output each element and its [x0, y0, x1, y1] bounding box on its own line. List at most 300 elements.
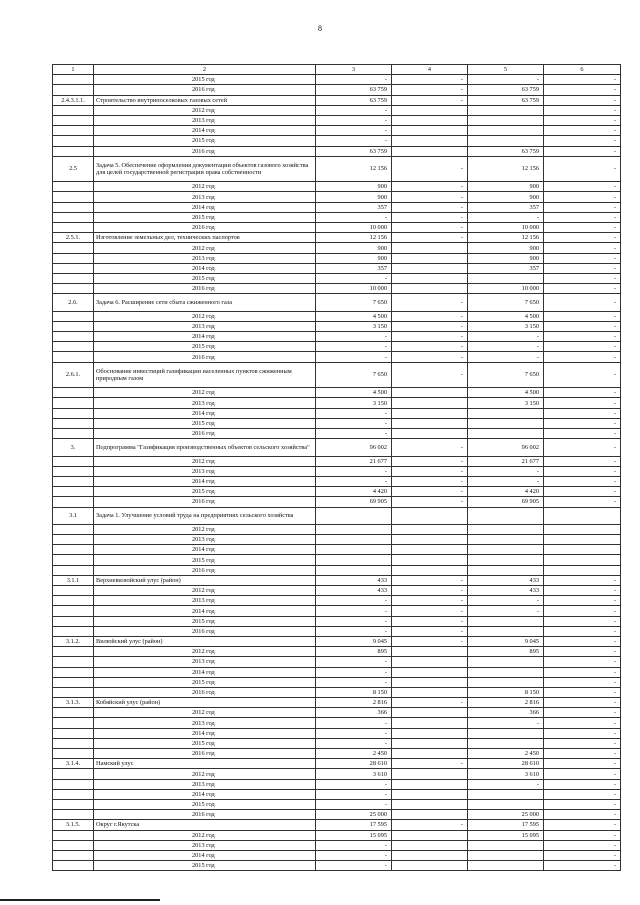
year-row: [53, 861, 621, 871]
total-cell: -: [316, 677, 392, 687]
year-row: [53, 799, 621, 809]
total-cell: 17 595: [316, 820, 392, 830]
year-row: [53, 273, 621, 283]
row-code-cell: [53, 263, 94, 273]
republic-budget-cell: 4 500: [468, 388, 544, 398]
year-row: [53, 115, 621, 125]
republic-budget-cell: 63 759: [468, 146, 544, 156]
row-code-cell: [53, 321, 94, 331]
other-cell: -: [544, 616, 621, 626]
row-code-cell: [53, 136, 94, 146]
other-cell: -: [544, 233, 621, 243]
republic-budget-cell: 3 610: [468, 769, 544, 779]
other-cell: -: [544, 636, 621, 646]
year-row: [53, 192, 621, 202]
federal-budget-cell: -: [392, 575, 468, 585]
row-name-cell: 2016 год: [94, 85, 316, 95]
row-code-cell: [53, 586, 94, 596]
row-name-cell: Намский улус: [94, 759, 316, 769]
row-name-cell: 2013 год: [94, 535, 316, 545]
total-cell: 96 002: [316, 439, 392, 456]
other-cell: -: [544, 820, 621, 830]
total-cell: -: [316, 861, 392, 871]
total-cell: -: [316, 115, 392, 125]
header-cell-4: 4: [392, 65, 468, 75]
federal-budget-cell: [392, 565, 468, 575]
header-cell-5: 5: [468, 65, 544, 75]
year-row: [53, 466, 621, 476]
federal-budget-cell: [392, 657, 468, 667]
year-row: [53, 75, 621, 85]
federal-budget-cell: [392, 667, 468, 677]
total-cell: 3 150: [316, 398, 392, 408]
year-row: [53, 497, 621, 507]
total-cell: 9 045: [316, 636, 392, 646]
header-row: [53, 65, 621, 75]
other-cell: [544, 565, 621, 575]
row-code-cell: [53, 456, 94, 466]
year-row: [53, 136, 621, 146]
total-cell: -: [316, 476, 392, 486]
row-code-cell: 2.6.1.: [53, 362, 94, 388]
federal-budget-cell: -: [392, 759, 468, 769]
row-name-cell: 2014 год: [94, 545, 316, 555]
federal-budget-cell: -: [392, 626, 468, 636]
other-cell: -: [544, 223, 621, 233]
total-cell: -: [316, 429, 392, 439]
item-row: [53, 156, 621, 182]
item-row: [53, 759, 621, 769]
row-code-cell: [53, 789, 94, 799]
year-row: [53, 332, 621, 342]
row-code-cell: [53, 85, 94, 95]
row-name-cell: 2015 год: [94, 418, 316, 428]
item-row: [53, 294, 621, 311]
row-name-cell: Задача 1. Улучшение условий труда на предприятиях сельского хозяйства: [94, 507, 316, 524]
row-name-cell: 2014 год: [94, 667, 316, 677]
row-name-cell: Задача 5. Обеспечение оформления документации объектов газового хозяйства для целей государственной регистрации права собственности: [94, 156, 316, 182]
republic-budget-cell: 17 595: [468, 820, 544, 830]
total-cell: -: [316, 136, 392, 146]
republic-budget-cell: 895: [468, 647, 544, 657]
row-name-cell: 2013 год: [94, 253, 316, 263]
federal-budget-cell: [392, 555, 468, 565]
other-cell: -: [544, 575, 621, 585]
row-code-cell: [53, 840, 94, 850]
federal-budget-cell: -: [392, 456, 468, 466]
row-code-cell: [53, 830, 94, 840]
total-cell: -: [316, 616, 392, 626]
federal-budget-cell: [392, 408, 468, 418]
row-code-cell: 2.5: [53, 156, 94, 182]
total-cell: 2 450: [316, 749, 392, 759]
republic-budget-cell: [468, 115, 544, 125]
row-code-cell: [53, 555, 94, 565]
row-code-cell: [53, 75, 94, 85]
row-name-cell: 2013 год: [94, 321, 316, 331]
republic-budget-cell: 7 650: [468, 294, 544, 311]
total-cell: 895: [316, 647, 392, 657]
row-code-cell: [53, 749, 94, 759]
other-cell: -: [544, 192, 621, 202]
total-cell: 357: [316, 202, 392, 212]
total-cell: 8 150: [316, 687, 392, 697]
row-name-cell: 2016 год: [94, 565, 316, 575]
republic-budget-cell: 63 759: [468, 85, 544, 95]
row-code-cell: 2.5.1.: [53, 233, 94, 243]
republic-budget-cell: 900: [468, 253, 544, 263]
federal-budget-cell: [392, 507, 468, 524]
year-row: [53, 253, 621, 263]
total-cell: -: [316, 850, 392, 860]
row-code-cell: [53, 535, 94, 545]
page-number: 8: [318, 24, 322, 33]
federal-budget-cell: [392, 677, 468, 687]
row-code-cell: 2.6.: [53, 294, 94, 311]
federal-budget-cell: -: [392, 497, 468, 507]
republic-budget-cell: [468, 840, 544, 850]
other-cell: [544, 555, 621, 565]
federal-budget-cell: [392, 524, 468, 534]
other-cell: -: [544, 830, 621, 840]
total-cell: -: [316, 105, 392, 115]
other-cell: -: [544, 202, 621, 212]
federal-budget-cell: [392, 749, 468, 759]
republic-budget-cell: [468, 555, 544, 565]
other-cell: -: [544, 677, 621, 687]
federal-budget-cell: -: [392, 352, 468, 362]
row-name-cell: 2016 год: [94, 810, 316, 820]
row-name-cell: Строительство внутрипоселковых газовых сетей: [94, 95, 316, 105]
total-cell: 25 000: [316, 810, 392, 820]
republic-budget-cell: 69 905: [468, 497, 544, 507]
row-code-cell: [53, 398, 94, 408]
other-cell: [544, 507, 621, 524]
republic-budget-cell: [468, 799, 544, 809]
total-cell: -: [316, 408, 392, 418]
total-cell: -: [316, 606, 392, 616]
row-name-cell: 2016 год: [94, 284, 316, 294]
republic-budget-cell: [468, 524, 544, 534]
republic-budget-cell: 12 156: [468, 233, 544, 243]
row-code-cell: [53, 332, 94, 342]
republic-budget-cell: [468, 626, 544, 636]
header-cell-1: 1: [53, 65, 94, 75]
federal-budget-cell: -: [392, 75, 468, 85]
year-row: [53, 779, 621, 789]
row-name-cell: 2015 год: [94, 677, 316, 687]
republic-budget-cell: -: [468, 352, 544, 362]
republic-budget-cell: [468, 861, 544, 871]
row-code-cell: [53, 253, 94, 263]
row-name-cell: 2016 год: [94, 497, 316, 507]
row-code-cell: 3.1.5.: [53, 820, 94, 830]
federal-budget-cell: [392, 105, 468, 115]
row-code-cell: [53, 418, 94, 428]
year-row: [53, 738, 621, 748]
federal-budget-cell: [392, 273, 468, 283]
total-cell: -: [316, 799, 392, 809]
total-cell: -: [316, 126, 392, 136]
row-name-cell: 2013 год: [94, 718, 316, 728]
total-cell: 10 000: [316, 223, 392, 233]
total-cell: [316, 535, 392, 545]
total-cell: [316, 565, 392, 575]
year-row: [53, 388, 621, 398]
row-code-cell: [53, 192, 94, 202]
federal-budget-cell: -: [392, 476, 468, 486]
federal-budget-cell: [392, 789, 468, 799]
federal-budget-cell: [392, 718, 468, 728]
republic-budget-cell: [468, 408, 544, 418]
total-cell: 366: [316, 708, 392, 718]
other-cell: -: [544, 708, 621, 718]
row-name-cell: 2014 год: [94, 263, 316, 273]
federal-budget-cell: -: [392, 321, 468, 331]
other-cell: -: [544, 115, 621, 125]
republic-budget-cell: 4 500: [468, 311, 544, 321]
other-cell: -: [544, 439, 621, 456]
row-code-cell: [53, 126, 94, 136]
row-code-cell: [53, 408, 94, 418]
other-cell: -: [544, 146, 621, 156]
year-row: [53, 718, 621, 728]
other-cell: -: [544, 156, 621, 182]
row-code-cell: [53, 212, 94, 222]
year-row: [53, 398, 621, 408]
republic-budget-cell: 63 759: [468, 95, 544, 105]
other-cell: -: [544, 759, 621, 769]
row-code-cell: [53, 779, 94, 789]
other-cell: -: [544, 728, 621, 738]
republic-budget-cell: [468, 616, 544, 626]
total-cell: 10 000: [316, 284, 392, 294]
other-cell: -: [544, 749, 621, 759]
row-name-cell: 2012 год: [94, 586, 316, 596]
total-cell: 2 816: [316, 698, 392, 708]
federal-budget-cell: -: [392, 202, 468, 212]
year-row: [53, 105, 621, 115]
total-cell: 69 905: [316, 497, 392, 507]
federal-budget-cell: -: [392, 820, 468, 830]
row-name-cell: 2015 год: [94, 799, 316, 809]
other-cell: -: [544, 698, 621, 708]
republic-budget-cell: [468, 429, 544, 439]
row-code-cell: [53, 626, 94, 636]
year-row: [53, 535, 621, 545]
republic-budget-cell: 357: [468, 202, 544, 212]
row-name-cell: 2012 год: [94, 182, 316, 192]
row-name-cell: 2015 год: [94, 212, 316, 222]
year-row: [53, 85, 621, 95]
row-code-cell: [53, 810, 94, 820]
other-cell: -: [544, 362, 621, 388]
row-name-cell: 2013 год: [94, 840, 316, 850]
federal-budget-cell: [392, 728, 468, 738]
row-name-cell: 2013 год: [94, 779, 316, 789]
row-code-cell: 3.1.4.: [53, 759, 94, 769]
row-name-cell: 2015 год: [94, 75, 316, 85]
republic-budget-cell: 12 156: [468, 156, 544, 182]
federal-budget-cell: -: [392, 192, 468, 202]
row-name-cell: 2014 год: [94, 202, 316, 212]
row-code-cell: [53, 718, 94, 728]
item-row: [53, 507, 621, 524]
row-name-cell: 2015 год: [94, 616, 316, 626]
row-code-cell: 3.1.1: [53, 575, 94, 585]
federal-budget-cell: [392, 398, 468, 408]
republic-budget-cell: 3 150: [468, 398, 544, 408]
year-row: [53, 728, 621, 738]
other-cell: -: [544, 105, 621, 115]
federal-budget-cell: -: [392, 332, 468, 342]
republic-budget-cell: [468, 789, 544, 799]
total-cell: 12 156: [316, 156, 392, 182]
row-name-cell: Округ г.Якутска: [94, 820, 316, 830]
other-cell: -: [544, 769, 621, 779]
federal-budget-cell: -: [392, 233, 468, 243]
federal-budget-cell: [392, 535, 468, 545]
year-row: [53, 429, 621, 439]
republic-budget-cell: -: [468, 212, 544, 222]
other-cell: -: [544, 388, 621, 398]
republic-budget-cell: 357: [468, 263, 544, 273]
republic-budget-cell: 2 450: [468, 749, 544, 759]
federal-budget-cell: -: [392, 636, 468, 646]
row-code-cell: [53, 667, 94, 677]
row-code-cell: [53, 342, 94, 352]
row-name-cell: 2016 год: [94, 352, 316, 362]
row-name-cell: 2012 год: [94, 769, 316, 779]
republic-budget-cell: [468, 728, 544, 738]
total-cell: -: [316, 466, 392, 476]
total-cell: -: [316, 738, 392, 748]
row-name-cell: 2016 год: [94, 223, 316, 233]
republic-budget-cell: 25 000: [468, 810, 544, 820]
federal-budget-cell: -: [392, 223, 468, 233]
other-cell: -: [544, 352, 621, 362]
republic-budget-cell: [468, 105, 544, 115]
total-cell: 7 650: [316, 294, 392, 311]
row-name-cell: Изготовление земельных дел, технических паспортов: [94, 233, 316, 243]
republic-budget-cell: -: [468, 779, 544, 789]
item-row: [53, 233, 621, 243]
row-code-cell: [53, 388, 94, 398]
year-row: [53, 667, 621, 677]
other-cell: -: [544, 126, 621, 136]
total-cell: 12 156: [316, 233, 392, 243]
row-name-cell: 2013 год: [94, 596, 316, 606]
year-row: [53, 524, 621, 534]
header-cell-3: 3: [316, 65, 392, 75]
row-code-cell: [53, 687, 94, 697]
year-row: [53, 596, 621, 606]
year-row: [53, 606, 621, 616]
row-code-cell: [53, 545, 94, 555]
total-cell: 63 759: [316, 85, 392, 95]
total-cell: [316, 555, 392, 565]
row-name-cell: Кобяйский улус (район): [94, 698, 316, 708]
item-row: [53, 95, 621, 105]
row-code-cell: [53, 616, 94, 626]
total-cell: 4 500: [316, 311, 392, 321]
republic-budget-cell: 28 610: [468, 759, 544, 769]
row-code-cell: [53, 105, 94, 115]
row-name-cell: 2012 год: [94, 311, 316, 321]
federal-budget-cell: [392, 708, 468, 718]
other-cell: -: [544, 466, 621, 476]
federal-budget-cell: -: [392, 439, 468, 456]
total-cell: -: [316, 657, 392, 667]
other-cell: -: [544, 95, 621, 105]
republic-budget-cell: 96 002: [468, 439, 544, 456]
year-row: [53, 182, 621, 192]
republic-budget-cell: [468, 545, 544, 555]
republic-budget-cell: [468, 667, 544, 677]
row-code-cell: [53, 799, 94, 809]
row-code-cell: 3.1: [53, 507, 94, 524]
federal-budget-cell: [392, 126, 468, 136]
republic-budget-cell: 10 000: [468, 223, 544, 233]
republic-budget-cell: -: [468, 718, 544, 728]
total-cell: -: [316, 75, 392, 85]
republic-budget-cell: [468, 136, 544, 146]
row-name-cell: 2016 год: [94, 146, 316, 156]
total-cell: -: [316, 273, 392, 283]
year-row: [53, 487, 621, 497]
year-row: [53, 418, 621, 428]
row-code-cell: [53, 850, 94, 860]
republic-budget-cell: 366: [468, 708, 544, 718]
total-cell: -: [316, 212, 392, 222]
total-cell: -: [316, 667, 392, 677]
year-row: [53, 708, 621, 718]
total-cell: 3 150: [316, 321, 392, 331]
item-row: [53, 575, 621, 585]
republic-budget-cell: [468, 535, 544, 545]
year-row: [53, 243, 621, 253]
republic-budget-cell: -: [468, 466, 544, 476]
total-cell: 900: [316, 253, 392, 263]
row-name-cell: 2012 год: [94, 524, 316, 534]
row-code-cell: [53, 487, 94, 497]
row-name-cell: Верхневилюйский улус (район): [94, 575, 316, 585]
total-cell: 433: [316, 575, 392, 585]
table-body: [53, 65, 621, 871]
header-cell-6: 6: [544, 65, 621, 75]
total-cell: 4 500: [316, 388, 392, 398]
total-cell: -: [316, 352, 392, 362]
federal-budget-cell: [392, 429, 468, 439]
year-row: [53, 342, 621, 352]
item-row: [53, 362, 621, 388]
item-row: [53, 820, 621, 830]
row-code-cell: [53, 861, 94, 871]
row-code-cell: [53, 565, 94, 575]
item-row: [53, 636, 621, 646]
other-cell: -: [544, 294, 621, 311]
row-code-cell: [53, 657, 94, 667]
row-code-cell: [53, 352, 94, 362]
year-row: [53, 789, 621, 799]
federal-budget-cell: [392, 418, 468, 428]
row-name-cell: 2013 год: [94, 115, 316, 125]
row-name-cell: Обоснование инвестиций газификации населенных пунктов сжиженным природным газом: [94, 362, 316, 388]
year-row: [53, 769, 621, 779]
row-name-cell: 2015 год: [94, 487, 316, 497]
row-code-cell: [53, 769, 94, 779]
year-row: [53, 565, 621, 575]
